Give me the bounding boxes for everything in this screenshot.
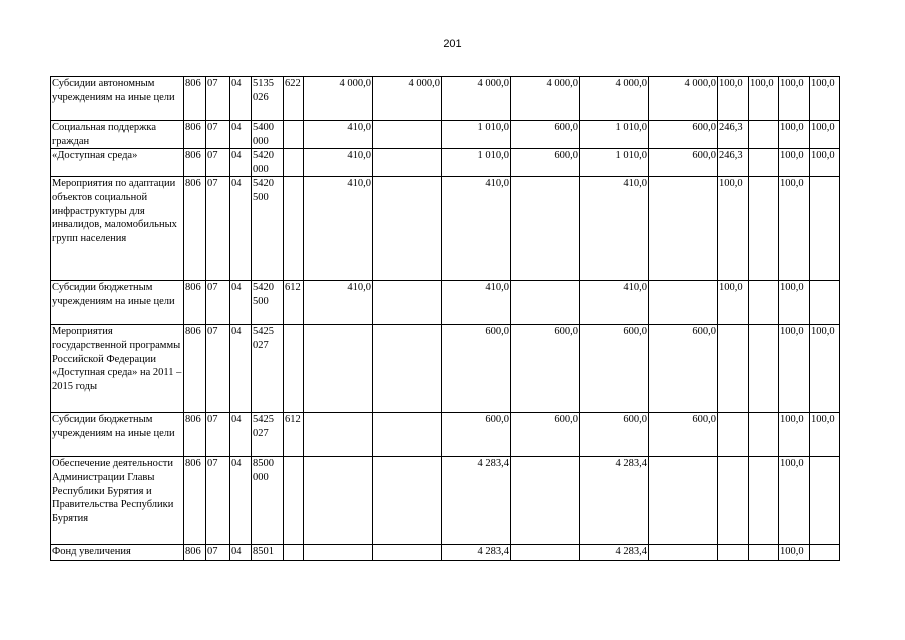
cell-percent-2	[749, 177, 779, 281]
cell-name: Мероприятия государственной программы Российской Федерации «Доступная среда» на 2011 – 2015 годы	[51, 325, 184, 413]
cell-percent-1: 100,0	[718, 177, 749, 281]
cell-name: Обеспечение деятельности Администрации Главы Республики Бурятия и Правительства Республики Бурятия	[51, 457, 184, 545]
cell-percent-2	[749, 149, 779, 177]
cell-subsection: 04	[230, 121, 252, 149]
cell-value-5: 410,0	[580, 177, 649, 281]
cell-percent-4	[810, 281, 840, 325]
cell-value-1	[304, 457, 373, 545]
cell-percent-1: 100,0	[718, 77, 749, 121]
cell-grbs: 806	[184, 121, 206, 149]
cell-value-6	[649, 177, 718, 281]
cell-section: 07	[206, 77, 230, 121]
cell-name: Фонд увеличения	[51, 545, 184, 561]
cell-grbs: 806	[184, 325, 206, 413]
cell-value-2	[373, 149, 442, 177]
cell-percent-4	[810, 457, 840, 545]
cell-expense-type: 612	[284, 413, 304, 457]
cell-target-article: 5400 000	[252, 121, 284, 149]
cell-grbs: 806	[184, 281, 206, 325]
cell-expense-type	[284, 545, 304, 561]
cell-percent-1: 246,3	[718, 149, 749, 177]
cell-section: 07	[206, 545, 230, 561]
cell-value-6	[649, 545, 718, 561]
table-row	[51, 457, 840, 545]
cell-subsection: 04	[230, 281, 252, 325]
cell-expense-type: 622	[284, 77, 304, 121]
cell-percent-4	[810, 545, 840, 561]
cell-target-article: 8501	[252, 545, 284, 561]
cell-percent-2: 100,0	[749, 77, 779, 121]
cell-value-1: 410,0	[304, 121, 373, 149]
cell-value-4	[511, 545, 580, 561]
cell-name: Мероприятия по адаптации объектов социальной инфраструктуры для инвалидов, маломобильных групп населения	[51, 177, 184, 281]
table-row	[51, 121, 840, 149]
cell-grbs: 806	[184, 545, 206, 561]
cell-subsection: 04	[230, 149, 252, 177]
cell-value-1: 4 000,0	[304, 77, 373, 121]
page-number: 201	[443, 38, 462, 50]
cell-percent-1: 100,0	[718, 281, 749, 325]
cell-value-6	[649, 281, 718, 325]
cell-value-6: 4 000,0	[649, 77, 718, 121]
cell-percent-3: 100,0	[779, 121, 810, 149]
cell-expense-type	[284, 149, 304, 177]
cell-percent-2	[749, 325, 779, 413]
cell-percent-4: 100,0	[810, 121, 840, 149]
cell-value-1: 410,0	[304, 177, 373, 281]
cell-target-article: 8500 000	[252, 457, 284, 545]
cell-target-article: 5420 000	[252, 149, 284, 177]
cell-target-article: 5420 500	[252, 177, 284, 281]
cell-target-article: 5135 026	[252, 77, 284, 121]
cell-percent-1	[718, 457, 749, 545]
table-row	[51, 177, 840, 281]
cell-value-6: 600,0	[649, 121, 718, 149]
cell-value-2	[373, 281, 442, 325]
cell-value-3: 4 283,4	[442, 457, 511, 545]
cell-value-3: 4 000,0	[442, 77, 511, 121]
cell-value-1	[304, 325, 373, 413]
cell-section: 07	[206, 325, 230, 413]
cell-value-2	[373, 545, 442, 561]
cell-percent-4: 100,0	[810, 149, 840, 177]
cell-expense-type: 612	[284, 281, 304, 325]
cell-target-article: 5425 027	[252, 325, 284, 413]
cell-grbs: 806	[184, 413, 206, 457]
cell-value-2: 4 000,0	[373, 77, 442, 121]
cell-percent-2	[749, 121, 779, 149]
cell-subsection: 04	[230, 413, 252, 457]
cell-value-5: 1 010,0	[580, 121, 649, 149]
cell-value-4: 600,0	[511, 413, 580, 457]
cell-value-4	[511, 457, 580, 545]
cell-value-3: 1 010,0	[442, 149, 511, 177]
cell-percent-2	[749, 545, 779, 561]
cell-percent-2	[749, 457, 779, 545]
cell-percent-4: 100,0	[810, 413, 840, 457]
cell-expense-type	[284, 121, 304, 149]
cell-value-2	[373, 325, 442, 413]
cell-value-3: 600,0	[442, 325, 511, 413]
cell-value-6: 600,0	[649, 413, 718, 457]
cell-percent-2	[749, 281, 779, 325]
cell-target-article: 5420 500	[252, 281, 284, 325]
cell-value-4: 600,0	[511, 121, 580, 149]
cell-value-4: 4 000,0	[511, 77, 580, 121]
table-row	[51, 325, 840, 413]
cell-value-5: 4 283,4	[580, 545, 649, 561]
cell-value-6: 600,0	[649, 325, 718, 413]
cell-percent-1	[718, 413, 749, 457]
table-row	[51, 413, 840, 457]
cell-percent-3: 100,0	[779, 457, 810, 545]
cell-value-3: 600,0	[442, 413, 511, 457]
cell-value-5: 1 010,0	[580, 149, 649, 177]
cell-section: 07	[206, 413, 230, 457]
cell-value-1	[304, 545, 373, 561]
cell-grbs: 806	[184, 77, 206, 121]
cell-subsection: 04	[230, 77, 252, 121]
cell-grbs: 806	[184, 457, 206, 545]
cell-value-4: 600,0	[511, 149, 580, 177]
cell-value-2	[373, 413, 442, 457]
cell-percent-1	[718, 545, 749, 561]
table-row	[51, 149, 840, 177]
cell-value-4: 600,0	[511, 325, 580, 413]
cell-value-5: 600,0	[580, 325, 649, 413]
cell-percent-2	[749, 413, 779, 457]
cell-name: Субсидии бюджетным учреждениям на иные цели	[51, 413, 184, 457]
cell-value-2	[373, 121, 442, 149]
cell-subsection: 04	[230, 325, 252, 413]
cell-section: 07	[206, 121, 230, 149]
cell-percent-1: 246,3	[718, 121, 749, 149]
cell-expense-type	[284, 457, 304, 545]
cell-value-2	[373, 177, 442, 281]
cell-value-2	[373, 457, 442, 545]
cell-value-5: 4 000,0	[580, 77, 649, 121]
cell-value-4	[511, 177, 580, 281]
cell-section: 07	[206, 281, 230, 325]
cell-value-3: 410,0	[442, 281, 511, 325]
table-row	[51, 545, 840, 561]
cell-percent-3: 100,0	[779, 281, 810, 325]
cell-subsection: 04	[230, 177, 252, 281]
cell-value-5: 4 283,4	[580, 457, 649, 545]
table-row	[51, 77, 840, 121]
cell-percent-4: 100,0	[810, 325, 840, 413]
cell-name: Субсидии автономным учреждениям на иные цели	[51, 77, 184, 121]
cell-subsection: 04	[230, 457, 252, 545]
cell-value-3: 1 010,0	[442, 121, 511, 149]
cell-value-6	[649, 457, 718, 545]
cell-grbs: 806	[184, 149, 206, 177]
budget-table	[50, 76, 840, 561]
cell-percent-3: 100,0	[779, 545, 810, 561]
table-row	[51, 281, 840, 325]
cell-section: 07	[206, 149, 230, 177]
cell-percent-1	[718, 325, 749, 413]
cell-expense-type	[284, 325, 304, 413]
cell-percent-3: 100,0	[779, 413, 810, 457]
cell-value-5: 600,0	[580, 413, 649, 457]
cell-value-5: 410,0	[580, 281, 649, 325]
cell-section: 07	[206, 177, 230, 281]
cell-value-1	[304, 413, 373, 457]
cell-percent-4: 100,0	[810, 77, 840, 121]
cell-name: Субсидии бюджетным учреждениям на иные цели	[51, 281, 184, 325]
cell-value-3: 4 283,4	[442, 545, 511, 561]
cell-value-3: 410,0	[442, 177, 511, 281]
cell-percent-3: 100,0	[779, 177, 810, 281]
cell-percent-3: 100,0	[779, 149, 810, 177]
cell-grbs: 806	[184, 177, 206, 281]
cell-value-1: 410,0	[304, 149, 373, 177]
cell-subsection: 04	[230, 545, 252, 561]
cell-name: Социальная поддержка граждан	[51, 121, 184, 149]
cell-percent-4	[810, 177, 840, 281]
cell-expense-type	[284, 177, 304, 281]
cell-percent-3: 100,0	[779, 325, 810, 413]
cell-percent-3: 100,0	[779, 77, 810, 121]
cell-value-1: 410,0	[304, 281, 373, 325]
cell-target-article: 5425 027	[252, 413, 284, 457]
cell-name: «Доступная среда»	[51, 149, 184, 177]
cell-section: 07	[206, 457, 230, 545]
cell-value-6: 600,0	[649, 149, 718, 177]
cell-value-4	[511, 281, 580, 325]
